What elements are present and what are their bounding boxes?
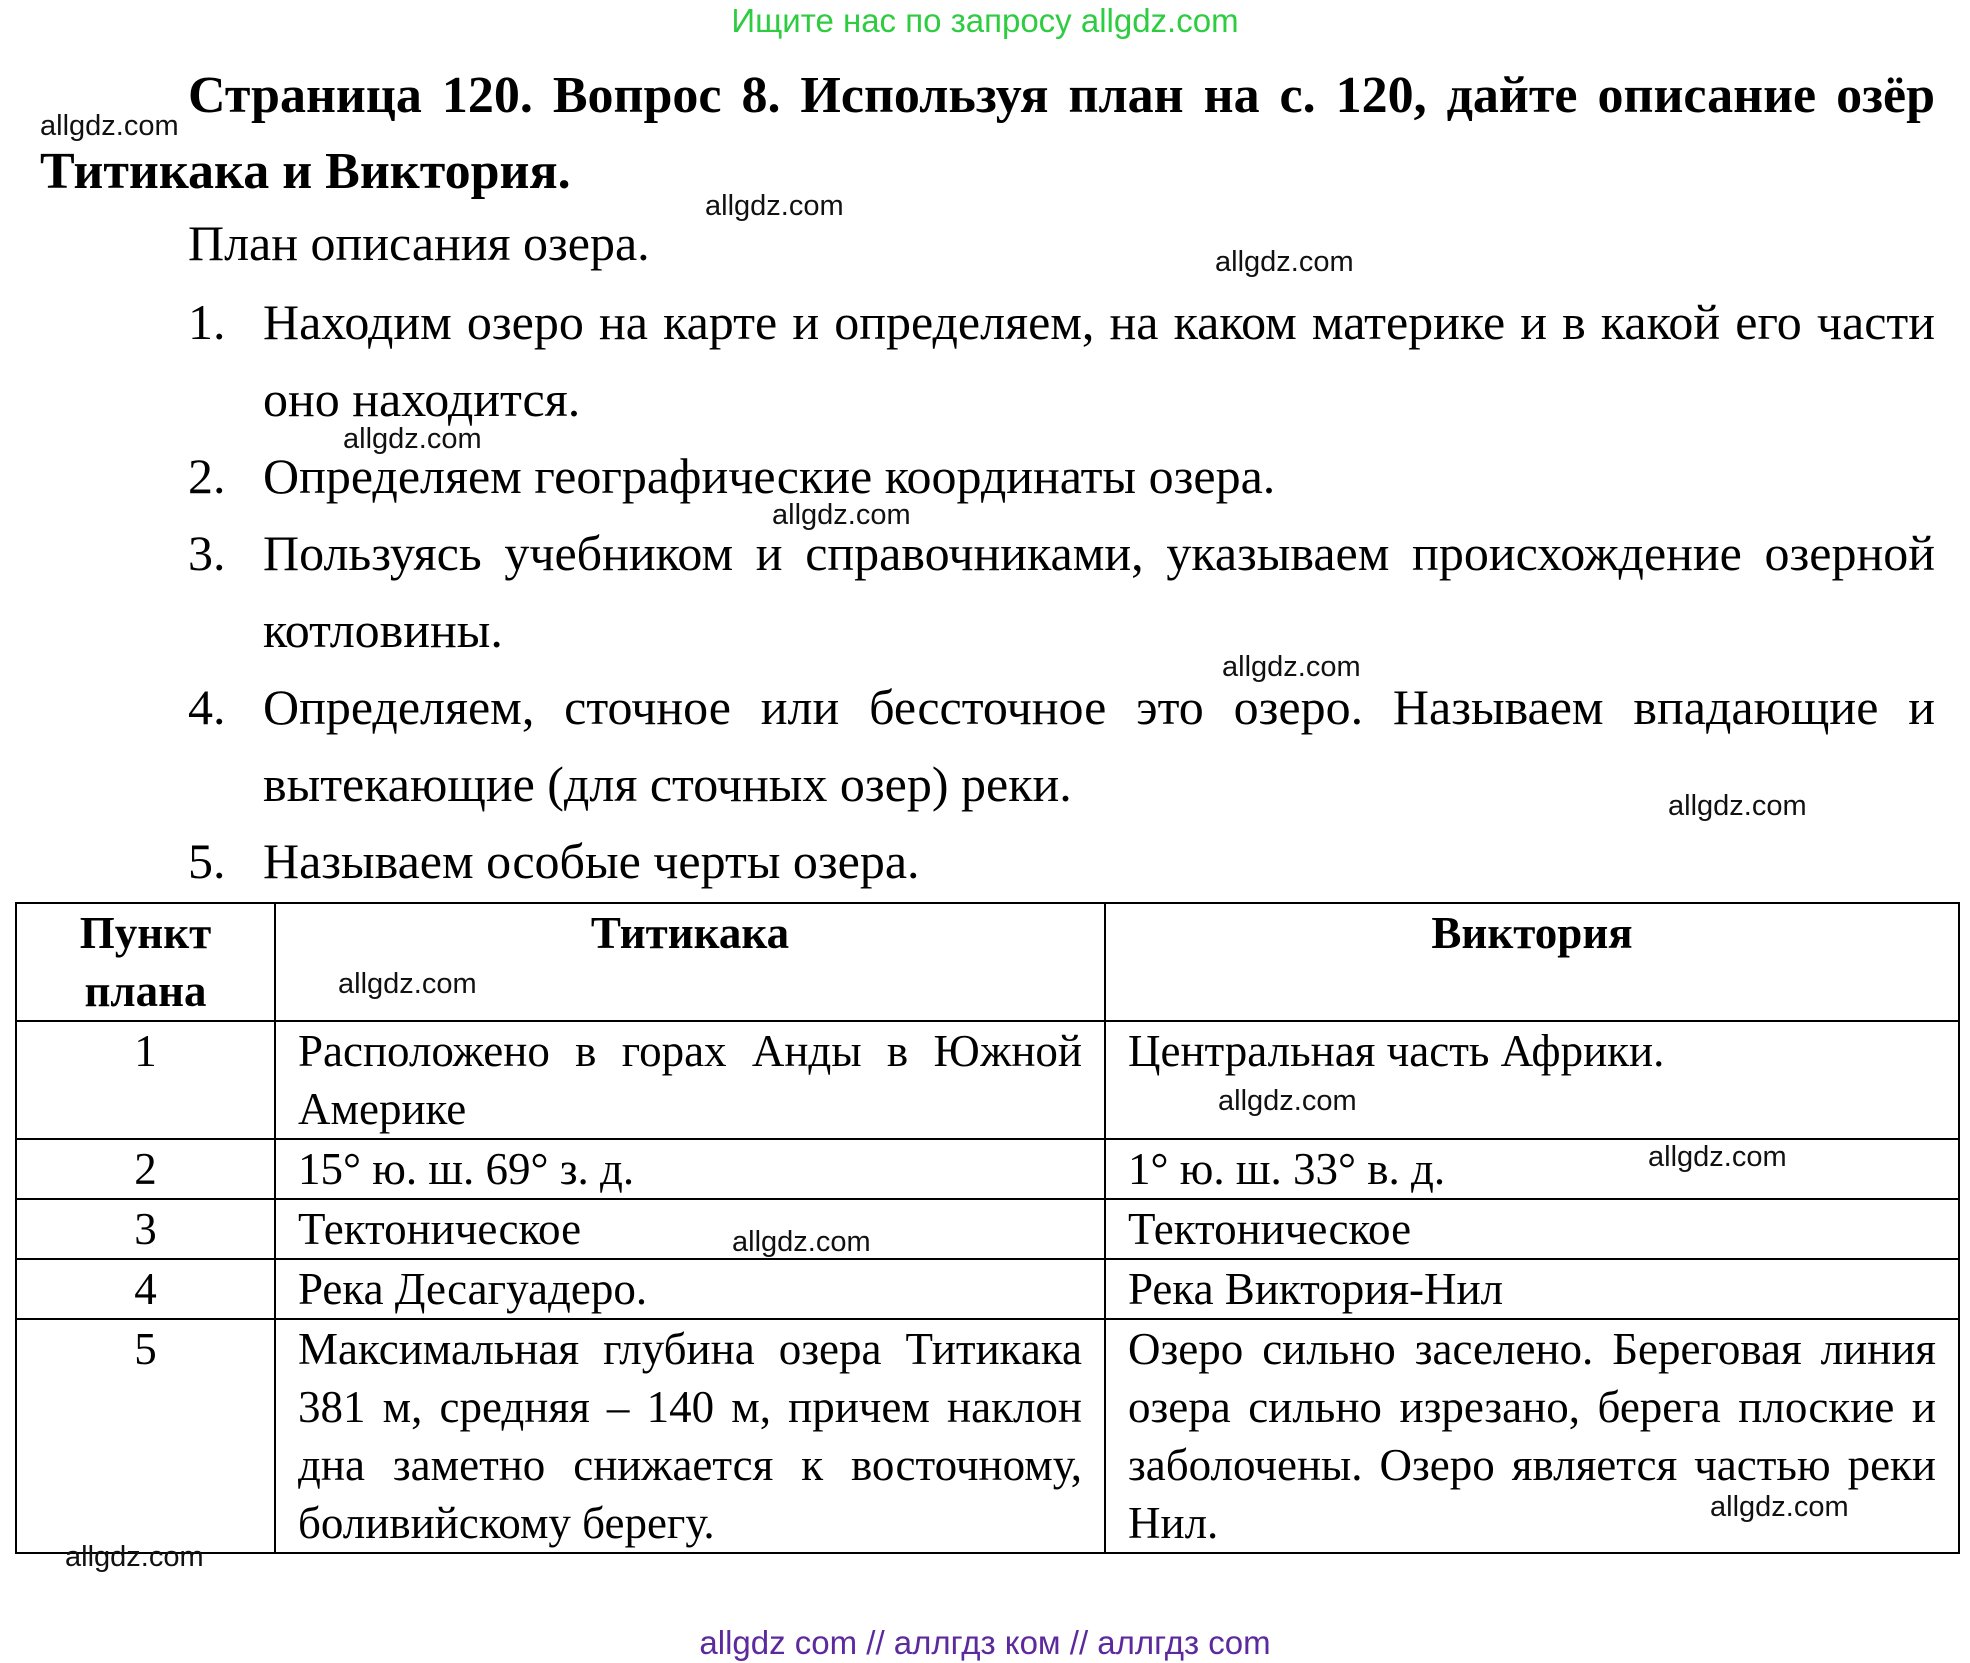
cell-point: 2 — [16, 1139, 275, 1199]
footer-watermark: allgdz com // аллгдз ком // аллгдз com — [699, 1624, 1271, 1661]
plan-item-number: 3. — [188, 525, 226, 581]
plan-item — [188, 515, 1935, 669]
cell-victoria: Центральная часть Африки. — [1105, 1021, 1959, 1139]
watermark: allgdz.com — [772, 499, 911, 531]
plan-item-text: Пользуясь учебником и справочниками, указываем происхождение озерной котловины. — [263, 525, 1935, 658]
plan-item-number: 1. — [188, 294, 226, 350]
plan-item-number: 4. — [188, 679, 226, 735]
plan-item — [188, 823, 1935, 900]
watermark: allgdz.com — [732, 1226, 871, 1258]
header-titicaca: Титикака — [275, 903, 1105, 1021]
plan-heading: План описания озера. — [188, 215, 650, 271]
table-header-row — [16, 903, 1959, 1021]
question-title: Страница 120. Вопрос 8. Используя план на с. 120, дайте описание озёр Титикака и Виктория. — [40, 67, 1935, 200]
cell-titicaca: Максимальная глубина озера Титикака 381 м, средняя – 140 м, причем наклон дна заметно снижается к восточному, боливийскому берегу. — [275, 1319, 1105, 1553]
cell-victoria: Тектоническое — [1105, 1199, 1959, 1259]
watermark: allgdz.com — [65, 1541, 204, 1573]
header-plan-point: Пункт плана — [16, 903, 275, 1021]
cell-point: 5 — [16, 1319, 275, 1553]
table-row — [16, 1319, 1959, 1553]
watermark: allgdz.com — [1215, 246, 1354, 278]
cell-point: 3 — [16, 1199, 275, 1259]
table-row — [16, 1199, 1959, 1259]
plan-item-text: Называем особые черты озера. — [263, 833, 920, 889]
watermark: allgdz.com — [1222, 651, 1361, 683]
plan-item-text: Определяем географические координаты озера. — [263, 448, 1276, 504]
cell-victoria: Река Виктория-Нил — [1105, 1259, 1959, 1319]
watermark: allgdz.com — [1710, 1491, 1849, 1523]
search-hint-banner: Ищите нас по запросу allgdz.com — [731, 2, 1239, 39]
watermark: allgdz.com — [338, 968, 477, 1000]
watermark: allgdz.com — [1218, 1085, 1357, 1117]
plan-item-number: 2. — [188, 448, 226, 504]
cell-point: 4 — [16, 1259, 275, 1319]
plan-item — [188, 284, 1935, 438]
table-row — [16, 1021, 1959, 1139]
cell-titicaca: Тектоническое — [275, 1199, 1105, 1259]
watermark: allgdz.com — [1668, 790, 1807, 822]
cell-point: 1 — [16, 1021, 275, 1139]
watermark: allgdz.com — [1648, 1141, 1787, 1173]
watermark: allgdz.com — [343, 423, 482, 455]
table-row — [16, 1259, 1959, 1319]
cell-victoria: 1° ю. ш. 33° в. д. — [1105, 1139, 1959, 1199]
plan-item-number: 5. — [188, 833, 226, 889]
cell-victoria: Озеро сильно заселено. Береговая линия озера сильно изрезано, берега плоские и заболочены. Озеро является частью реки Нил. — [1105, 1319, 1959, 1553]
cell-titicaca: Расположено в горах Анды в Южной Америке — [275, 1021, 1105, 1139]
plan-item-text: Находим озеро на карте и определяем, на каком материке и в какой его части оно находится. — [263, 294, 1935, 427]
watermark: allgdz.com — [705, 190, 844, 222]
cell-titicaca: 15° ю. ш. 69° з. д. — [275, 1139, 1105, 1199]
lakes-comparison-table — [15, 902, 1960, 1554]
plan-item-text: Определяем, сточное или бессточное это озеро. Называем впадающие и вытекающие (для сточных озер) реки. — [263, 679, 1935, 812]
header-victoria: Виктория — [1105, 903, 1959, 1021]
watermark: allgdz.com — [40, 110, 179, 142]
cell-titicaca: Река Десагуадеро. — [275, 1259, 1105, 1319]
